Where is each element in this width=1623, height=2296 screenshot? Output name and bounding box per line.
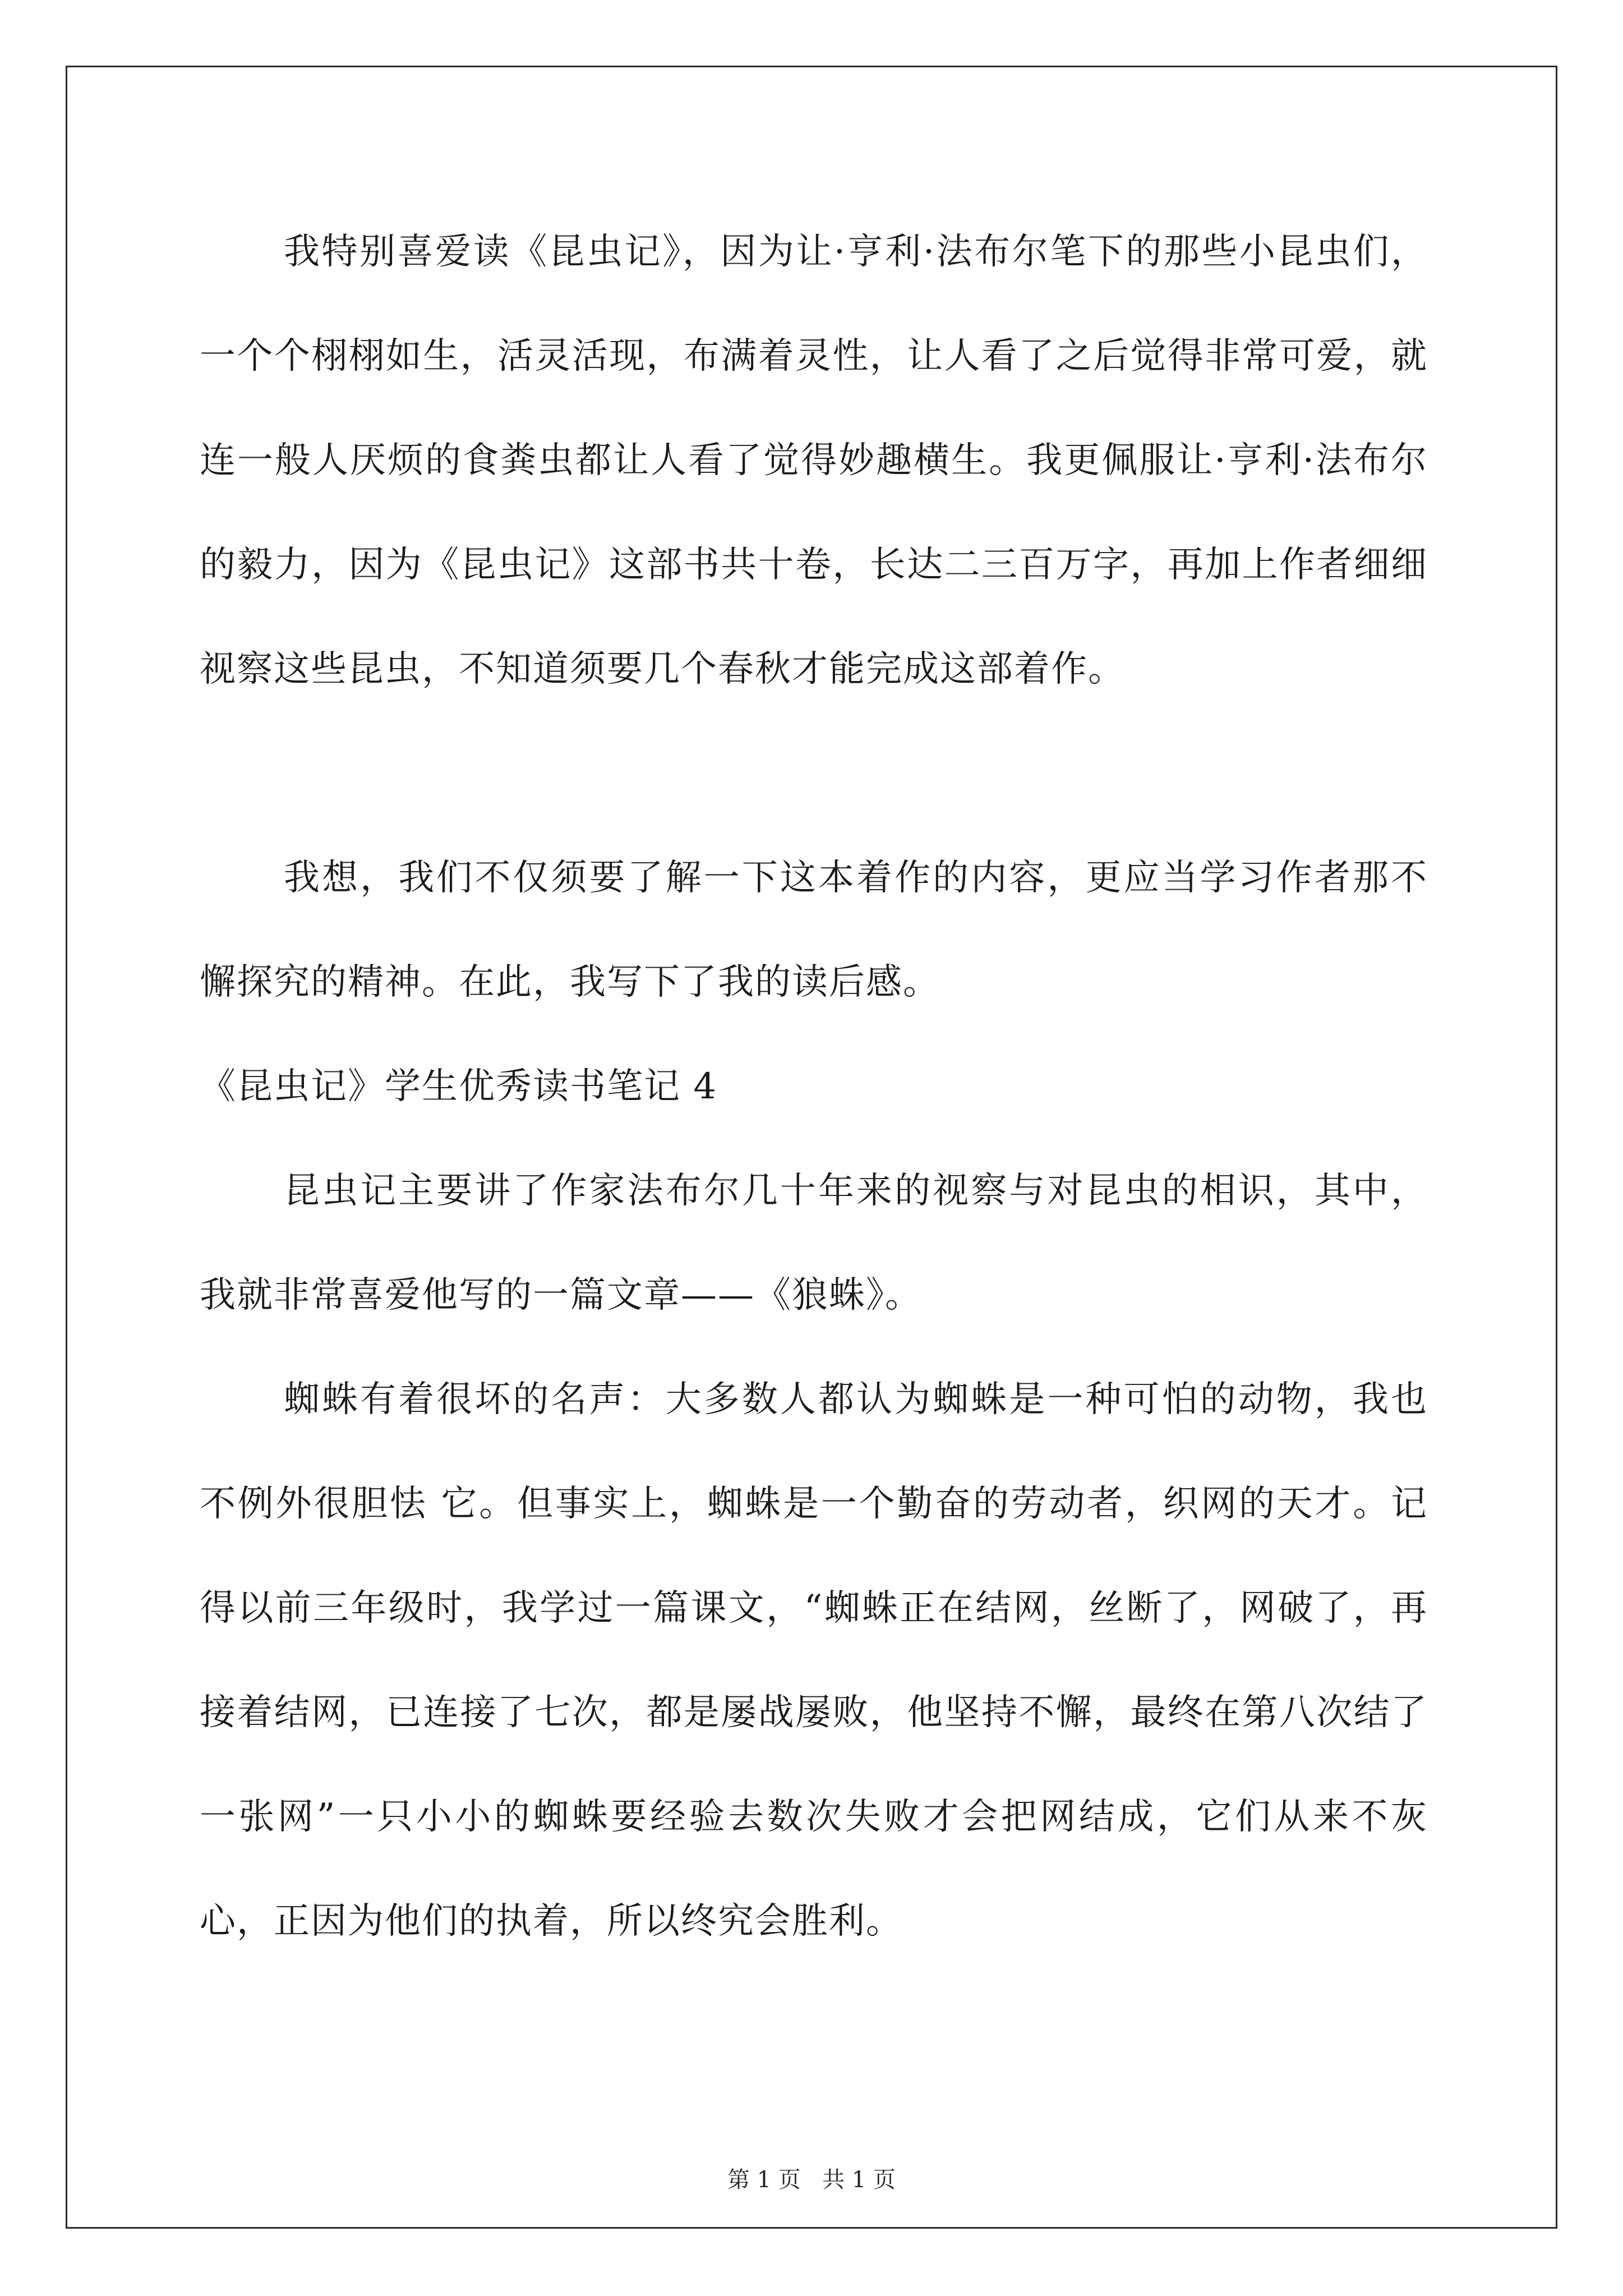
- paragraph-3: 昆虫记主要讲了作家法布尔几十年来的视察与对昆虫的相识，其中，我就非常喜爱他写的一篇文章——《狼蛛》。: [200, 1170, 1428, 1316]
- section-heading: 《昆虫记》学生优秀读书笔记 4: [200, 1066, 718, 1107]
- paragraph-1: 我特别喜爱读《昆虫记》，因为让·亨利·法布尔笔下的那些小昆虫们，一个个栩栩如生，活灵活现，布满着灵性，让人看了之后觉得非常可爱，就连一般人厌烦的食粪虫都让人看了觉得妙趣横生。我更佩服让·亨利·法布尔的毅力，因为《昆虫记》这部书共十卷，长达二三百万字，再加上作者细细视察这些昆虫，不知道须要几个春秋才能完成这部着作。: [200, 231, 1428, 690]
- paragraph-2: 我想，我们不仅须要了解一下这本着作的内容，更应当学习作者那不懈探究的精神。在此，我写下了我的读后感。: [200, 857, 1428, 1003]
- page-footer: 第 1 页 共 1 页: [727, 2167, 896, 2193]
- paragraph-4: 蜘蛛有着很坏的名声：大多数人都认为蜘蛛是一种可怕的动物，我也不例外很胆怯 它。但事实上，蜘蛛是一个勤奋的劳动者，织网的天才。记得以前三年级时，我学过一篇课文，“蜘蛛正在结网，丝断了，网破了，再接着结网，已连接了七次，都是屡战屡败，他坚持不懈，最终在第八次结了一张网”一只小小的蜘蛛要经验去数次失败才会把网结成，它们从来不灰心，正因为他们的执着，所以终究会胜利。: [200, 1379, 1428, 1942]
